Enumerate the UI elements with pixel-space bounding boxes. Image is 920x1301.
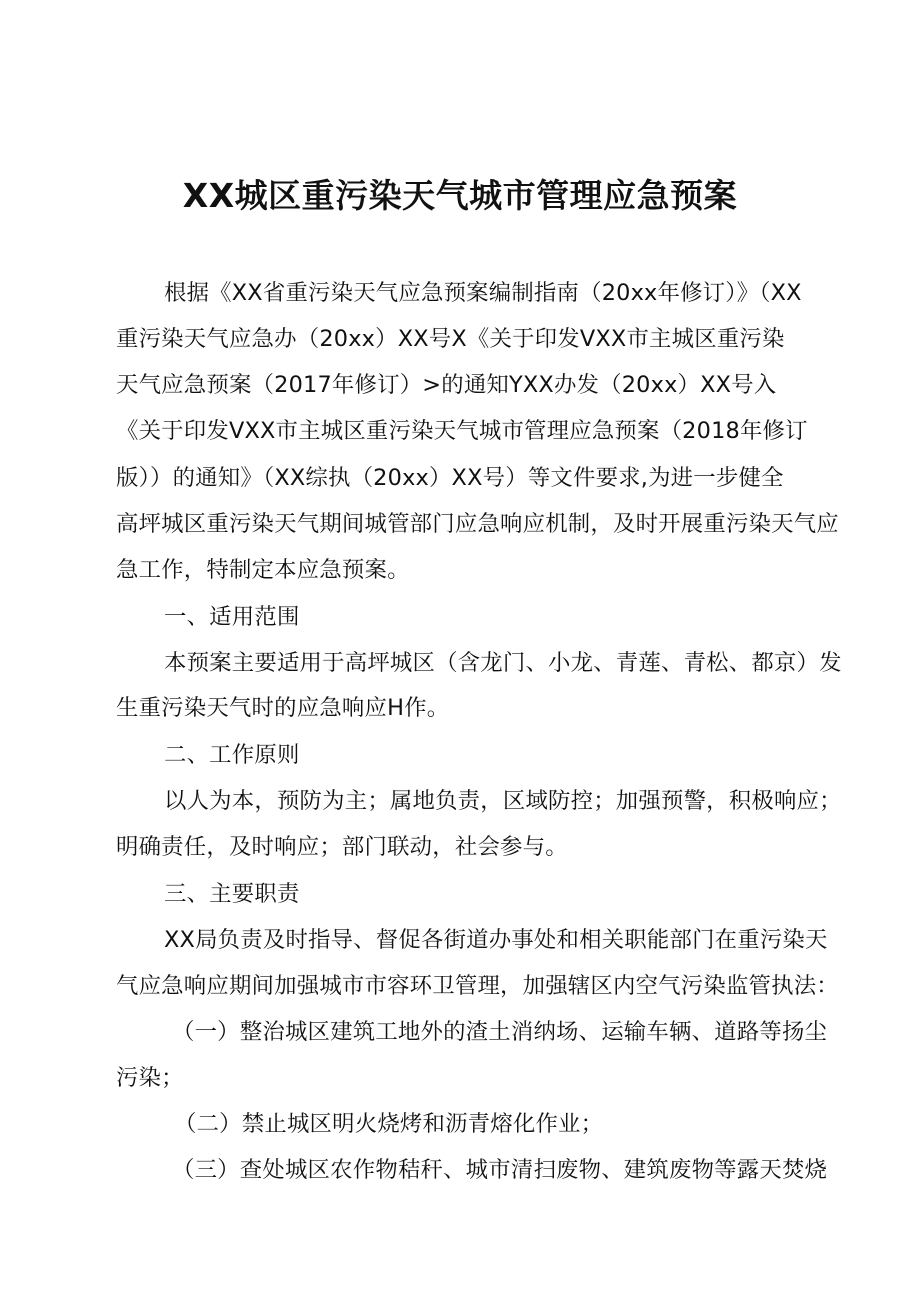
list-item-line: （二）禁止城区明火烧烤和沥青熔化作业； — [174, 1111, 604, 1137]
section-heading-principles: 二、工作原则 — [164, 742, 300, 768]
list-item-line: （一）整治城区建筑工地外的渣土消纳场、运输车辆、道路等扬尘 — [172, 1019, 828, 1045]
paragraph-line: 版））的通知》（XX综执（20xx）XX号）等文件要求,为进一步健全 — [116, 465, 784, 491]
paragraph-line: 气应急响应期间加强城市市容环卫管理，加强辖区内空气污染监管执法： — [116, 973, 839, 999]
paragraph-line: 急工作，特制定本应急预案。 — [116, 557, 410, 583]
paragraph-line: 明确责任，及时响应；部门联动，社会参与。 — [116, 834, 568, 860]
paragraph-line: 根据《XX省重污染天气应急预案编制指南（20xx年修订）》（XX — [164, 280, 802, 306]
paragraph-line: XX局负责及时指导、督促各街道办事处和相关职能部门在重污染天 — [164, 927, 828, 953]
paragraph-line: 生重污染天气时的应急响应H作。 — [116, 695, 450, 721]
list-item-line: 污染； — [116, 1065, 184, 1091]
paragraph-line: 《关于印发VXX市主城区重污染天气城市管理应急预案（2018年修订 — [116, 418, 808, 444]
paragraph-line: 以人为本，预防为主；属地负责，区域防控；加强预警，积极响应； — [164, 788, 842, 814]
document-title: XX城区重污染天气城市管理应急预案 — [182, 176, 738, 215]
paragraph-line: 天气应急预案（2017年修订）>的通知YXX办发（20xx）XX号入 — [116, 372, 777, 398]
section-heading-scope: 一、适用范围 — [164, 604, 300, 630]
paragraph-line: 本预案主要适用于高坪城区（含龙门、小龙、青莲、青松、都京）发 — [164, 650, 842, 676]
list-item-line: （三）查处城区农作物秸秆、城市清扫废物、建筑废物等露天焚烧 — [172, 1157, 828, 1183]
section-heading-duties: 三、主要职责 — [164, 881, 300, 907]
paragraph-line: 重污染天气应急办（20xx）XX号X《关于印发VXX市主城区重污染 — [116, 326, 785, 352]
paragraph-line: 高坪城区重污染天气期间城管部门应急响应机制，及时开展重污染天气应 — [116, 511, 839, 537]
